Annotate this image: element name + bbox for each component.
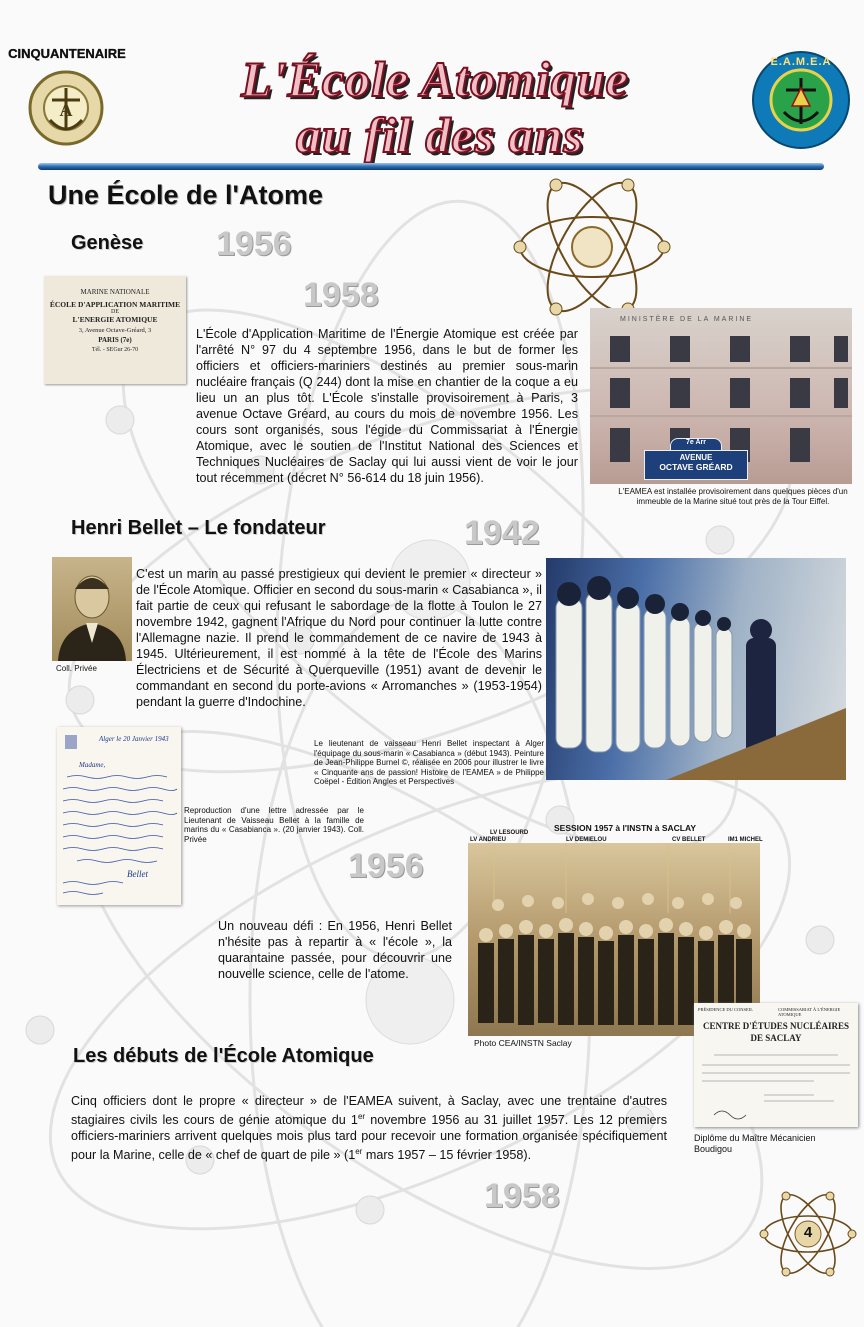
debuts-text bbox=[71, 1093, 667, 1163]
bellet-bio-text: C'est un marin au passé prestigieux qui devient le premier « directeur » de l'École Atomique. Officier en second du sous-marin « Casabianca », il fait partie de ceux qui refusant le sabordage de la flotte à Toulon le 27 novembre 1942, gagnent l'Afrique du Nord pour continuer la lutte contre l'Allemagne nazie. Il prend le commandement de ce navire de 1943 à 1945. Ultérieurement, il est nommé à la tête de l'École des Marins Électriciens et de Sécurité à Querqueville (1951) avant de devenir le commandant en second du porte-avions « Arromanches » (1953-1954) pendant la guerre d'Indochine. bbox=[136, 567, 542, 709]
street-sign-line-2: OCTAVE GRÉARD bbox=[659, 462, 733, 472]
portrait-figure bbox=[52, 557, 132, 661]
eamea-badge bbox=[750, 48, 852, 152]
diploma-text-lines bbox=[694, 1003, 858, 1127]
session-photo-credit: Photo CEA/INSTN Saclay bbox=[474, 1038, 572, 1048]
debuts-text-part2: novembre 1956 au 31 juillet 1957. Les 12 premiers officiers-mariniers arrivent quelques mois plus tard pour recevoir une formation organisée spécifiquement pour la Marine, celle de « chef de quart de pile » (1 bbox=[71, 1113, 667, 1163]
casabianca-painting bbox=[546, 558, 846, 780]
diploma bbox=[694, 1003, 858, 1127]
street-sign-arrondissement: 7e Arr bbox=[670, 438, 722, 452]
page-number-atom bbox=[758, 1188, 858, 1280]
letter-caption: Reproduction d'une lettre adressée par le Lieutenant de Vaisseau Bellet à la famille de marins du « Casabianca ». (20 janvier 1943). Coll. Privée bbox=[184, 806, 364, 844]
anchor-wreath-icon bbox=[8, 58, 126, 158]
subheading-genese: Genèse bbox=[71, 232, 144, 254]
header-divider bbox=[38, 163, 824, 170]
diploma-right-head: COMMISSARIAT À L'ÉNERGIE ATOMIQUE bbox=[778, 1007, 841, 1017]
debuts-text-part3: mars 1957 – 15 février 1958). bbox=[362, 1148, 532, 1163]
card-line-3: DE bbox=[111, 309, 119, 315]
title-line-2: au fil des ans bbox=[296, 107, 584, 163]
session-label-demielou: LV DEMIELOU bbox=[566, 837, 607, 843]
building-caption: L'EAMEA est installée provisoirement dans quelques pièces d'un immeuble de la Marine situé tout près de la Tour Eiffel. bbox=[618, 487, 848, 506]
sailors-painting bbox=[546, 558, 846, 780]
street-sign bbox=[644, 438, 748, 480]
debuts-text-sup1: er bbox=[357, 1112, 366, 1121]
card-line-5: 3, Avenue Octave-Gréard, 3 bbox=[78, 327, 152, 334]
session-label-andrieu: LV ANDRIEU bbox=[470, 837, 506, 843]
bellet-letter bbox=[57, 727, 181, 905]
year-1958: 1958 bbox=[303, 276, 379, 314]
year-1942: 1942 bbox=[464, 514, 540, 552]
diploma-left-head: PRÉSIDENCE DU CONSEIL bbox=[698, 1007, 754, 1012]
card-line-1: MARINE NATIONALE bbox=[80, 288, 150, 296]
letter-greeting: Madame, bbox=[79, 761, 106, 769]
building-facade-text: MINISTÈRE DE LA MARINE bbox=[620, 316, 754, 323]
eamea-label: E.A.M.E.A bbox=[770, 56, 832, 68]
year-1958-bottom: 1958 bbox=[484, 1177, 560, 1215]
section-title-debuts: Les débuts de l'École Atomique bbox=[73, 1045, 374, 1067]
painting-caption: Le lieutenant de vaisseau Henri Bellet inspectant à Alger l'équipage du sous-marin « Casabianca » (début 1943). Peinture de Jean-Philippe Burnel ©, réalisée en 2006 pour illustrer le livre « Cinquante ans de passion! Histoire de l'EAMEA » de Philippe Coëpel - Édition Angles et Perspectives bbox=[314, 739, 544, 786]
year-1956-second: 1956 bbox=[348, 847, 424, 885]
session-label-lesourd: LV LESOURD bbox=[490, 830, 529, 836]
school-card bbox=[44, 276, 186, 384]
page-number: 4 bbox=[803, 1224, 813, 1241]
session-label-bellet: CV BELLET bbox=[672, 837, 706, 843]
diploma-caption: Diplôme du Maître Mécanicien Boudigou bbox=[694, 1133, 816, 1154]
letter-signature: Bellet bbox=[127, 869, 148, 879]
street-sign-line-1: AVENUE bbox=[679, 453, 713, 462]
diploma-title-1: CENTRE D'ÉTUDES NUCLÉAIRES bbox=[702, 1021, 850, 1031]
cinquantenaire-badge bbox=[8, 46, 126, 156]
section-title-ecole-atome: Une École de l'Atome bbox=[48, 180, 323, 210]
building-photo bbox=[590, 308, 852, 484]
letter-handwriting bbox=[57, 727, 181, 905]
card-line-4: L'ENERGIE ATOMIQUE bbox=[72, 315, 158, 324]
atom-illustration bbox=[512, 172, 672, 322]
session-label-michel: IM1 MICHEL bbox=[728, 837, 763, 843]
card-line-7: Tél. - SEGur 26-70 bbox=[91, 347, 139, 353]
diploma-title-2: DE SACLAY bbox=[750, 1033, 802, 1043]
debuts-text-part1: Cinq officiers dont le propre « directeur » de l'EAMEA suivent, à Saclay, avec une trentaine d'autres stagiaires civils les cours de génie atomique du 1 bbox=[71, 1094, 667, 1128]
letter-header: Alger le 20 Janvier 1943 bbox=[99, 735, 169, 743]
cinquantenaire-label: CINQUANTENAIRE bbox=[8, 46, 126, 61]
svg-text:A: A bbox=[59, 100, 73, 120]
card-line-6: PARIS (7e) bbox=[98, 336, 132, 344]
card-line-2: ÉCOLE D'APPLICATION MARITIME bbox=[49, 300, 181, 309]
portrait-caption: Coll. Privée bbox=[56, 664, 97, 673]
bellet-portrait bbox=[52, 557, 132, 661]
title-line-1: L'École Atomique bbox=[241, 51, 629, 107]
year-1956: 1956 bbox=[216, 225, 292, 263]
genese-text: L'École d'Application Maritime de l'Énergie Atomique est créée par l'arrêté N° 97 du 4 septembre 1956, dans le but de former les officiers et officiers-mariniers destinés au premier sous-marin nucléaire français (Q 244) dont la mise en chantier de la coque a eu lieu un an plus tôt. L'École s'installe provisoirement à Paris, 3 avenue Octave Gréard, au cours du mois de novembre 1956. Les cours sont organisés, sous l'égide du Commissariat à l'Énergie Atomique, avec le soutien de l'Institut National des Sciences et Techniques Nucléaires de Saclay qui lui aussi vient de voir le jour tout récemment (décret N° 56-614 du 18 juin 1956). bbox=[196, 327, 578, 485]
street-sign-plate bbox=[644, 450, 748, 480]
session-title: SESSION 1957 à l'INSTN à SACLAY bbox=[554, 823, 697, 833]
nouveau-defi-text: Un nouveau défi : En 1956, Henri Bellet n'hésite pas à repartir à « l'école », la quarantaine passée, pour découvrir une nouvelle science, celle de l'atome. bbox=[218, 919, 452, 981]
debuts-text-sup2: er bbox=[355, 1147, 363, 1157]
section-title-henri-bellet: Henri Bellet – Le fondateur bbox=[71, 517, 326, 539]
